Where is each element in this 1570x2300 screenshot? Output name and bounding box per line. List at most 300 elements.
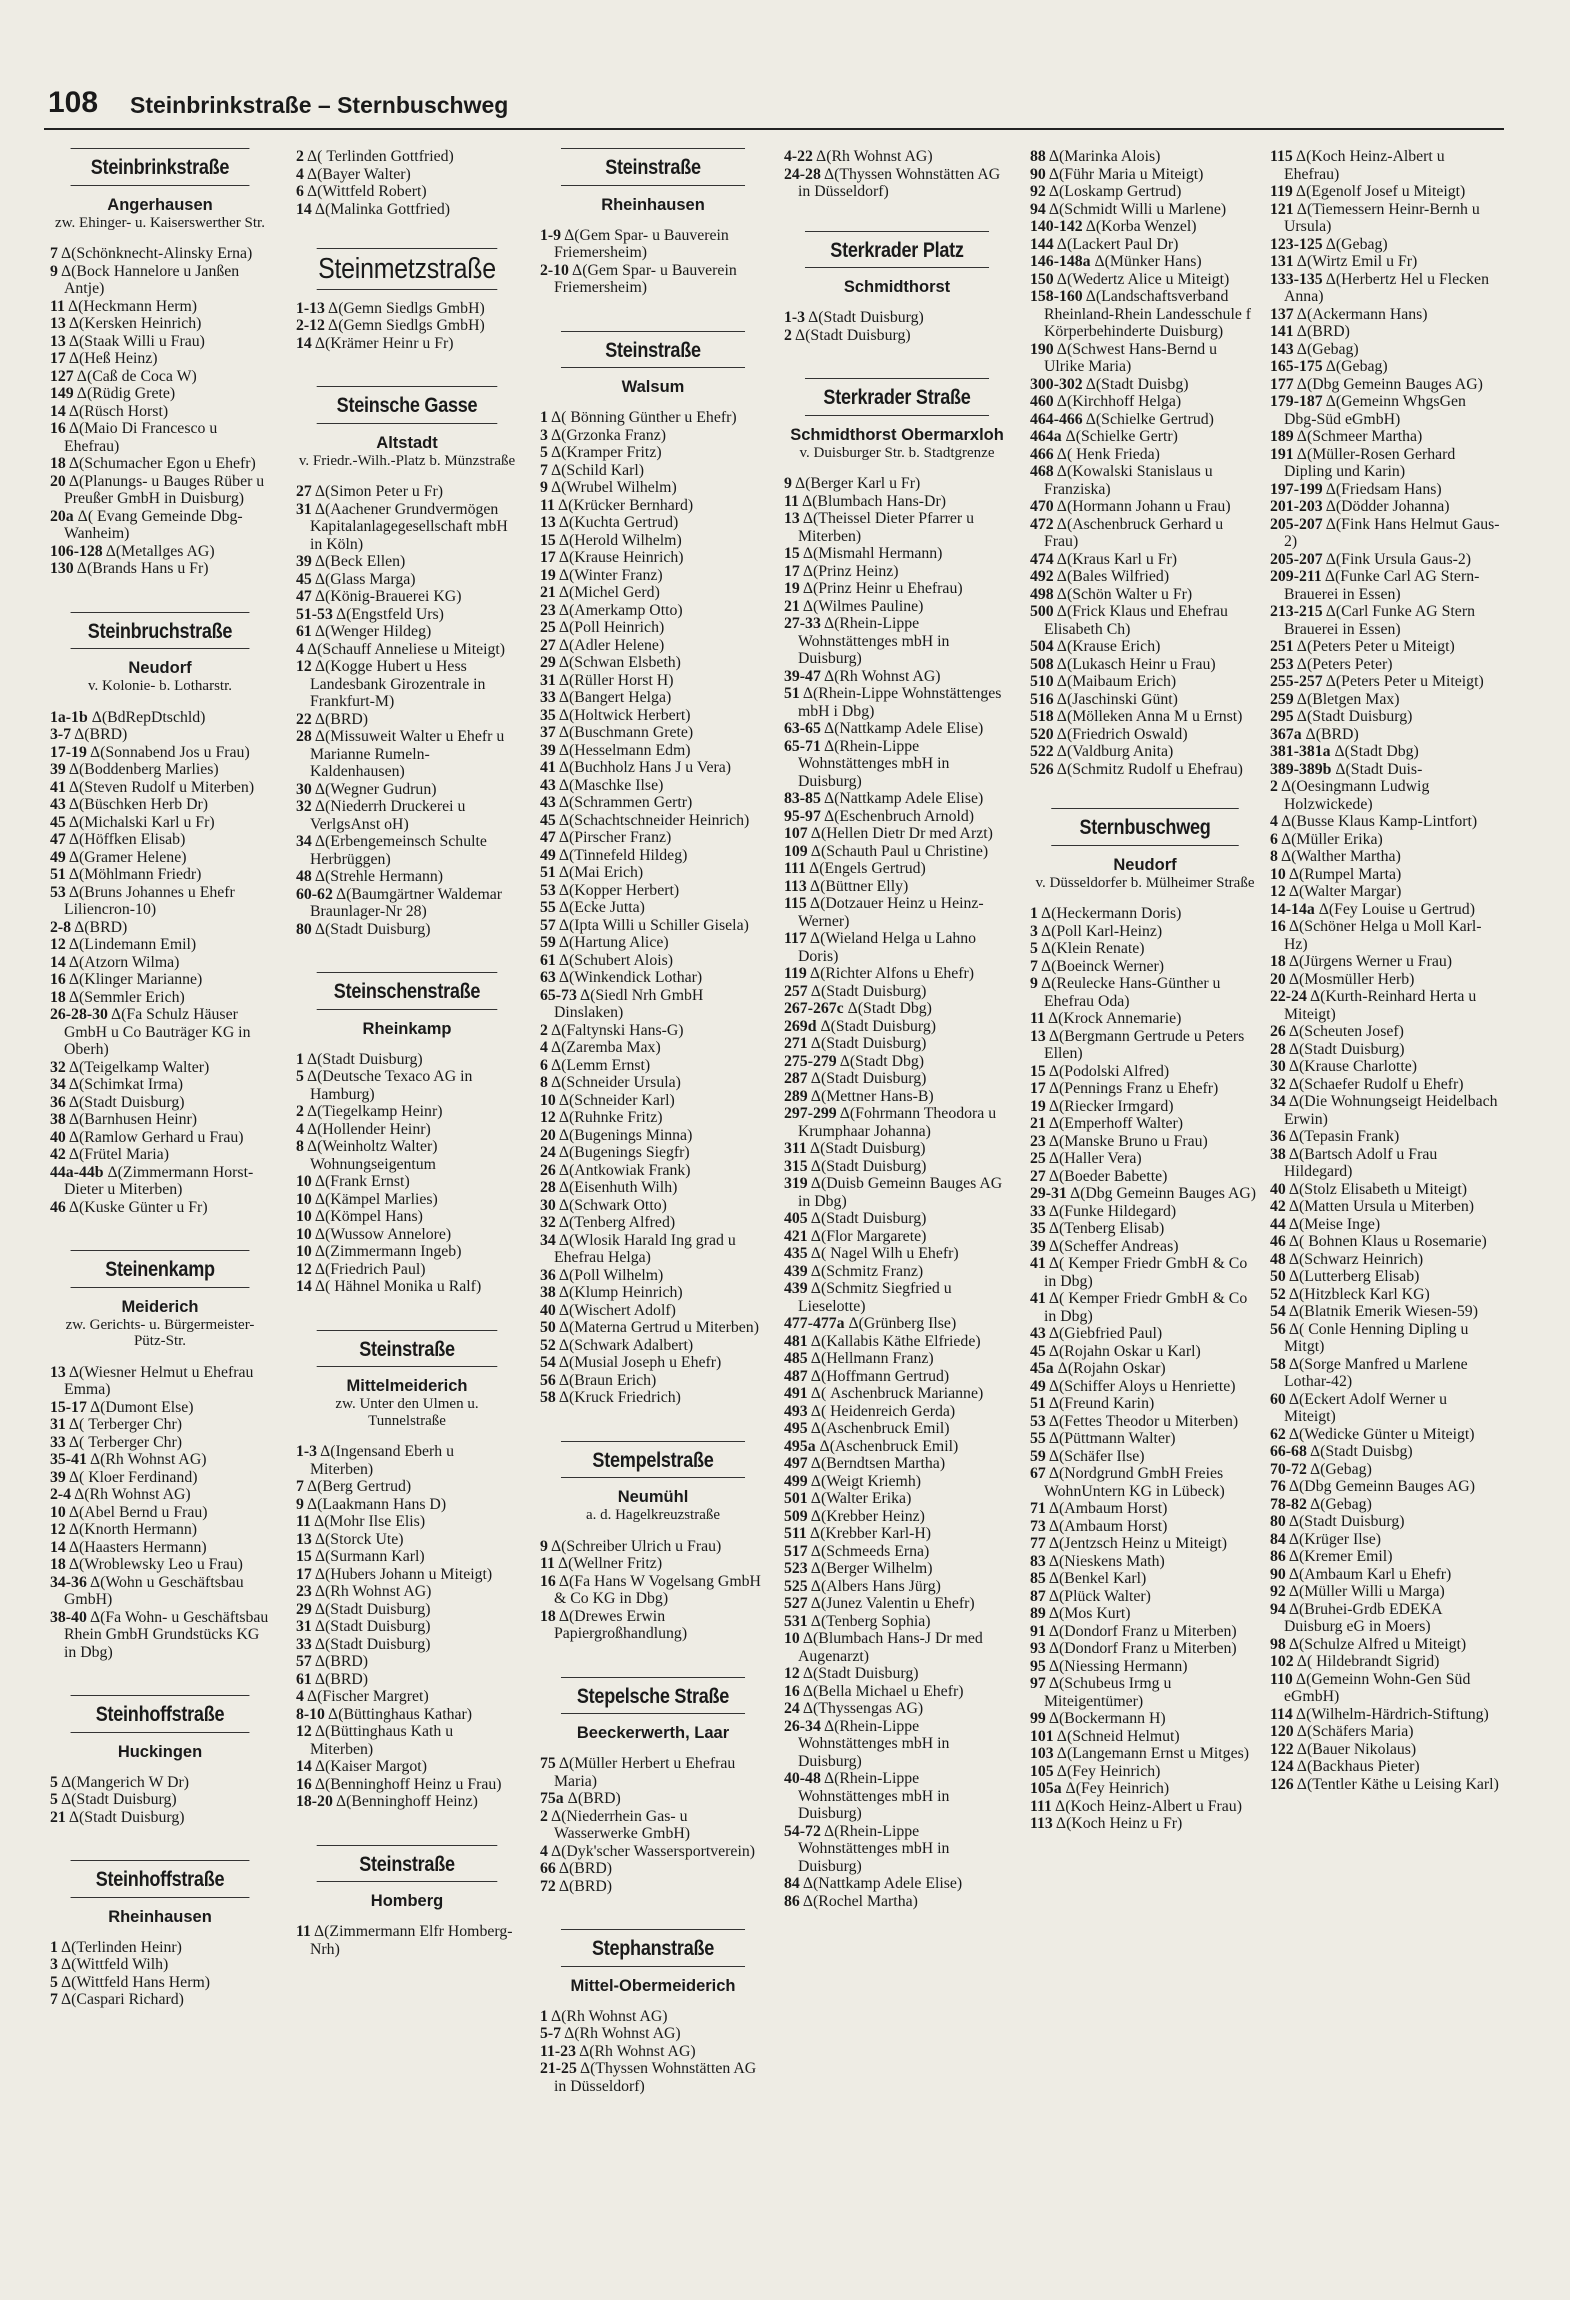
house-number: 40 <box>540 1301 556 1319</box>
owner-text: Δ(Gem Spar- u Bauverein Friemersheim) <box>554 261 737 296</box>
owner-text: Δ(Hesselmann Edm) <box>558 741 691 759</box>
owner-text: Δ(Heß Heinz) <box>68 350 158 367</box>
owner-text: Δ(Dbg Gemeinn Bauges AG) <box>1069 1185 1257 1202</box>
house-number: 32 <box>50 1058 66 1076</box>
owner-text: Δ(Aschenbruck Emil) <box>819 1437 959 1455</box>
house-number: 477-477a <box>784 1315 845 1332</box>
owner-text: Δ(Bella Michael u Ehefr) <box>802 1682 964 1700</box>
owner-text: Δ(Krebber Heinz) <box>810 1507 925 1525</box>
address-entry <box>1270 1181 1502 1199</box>
house-number: 16 <box>50 971 66 988</box>
owner-text: Δ(Schielke Gertr) <box>1065 428 1178 445</box>
address-entry <box>1270 1513 1502 1531</box>
house-number: 40-48 <box>784 1770 821 1787</box>
address-entry <box>50 1059 270 1077</box>
address-entry <box>540 2060 766 2095</box>
owner-text: Δ(Bruns Johannes u Ehefr Liliencron-10) <box>64 883 235 918</box>
owner-text: Δ(Mettner Hans-B) <box>810 1087 934 1105</box>
owner-text: Δ(Koch Heinz-Albert u Frau) <box>1055 1797 1242 1815</box>
address-entry <box>784 720 1010 738</box>
owner-text: Δ(Antkowiak Frank) <box>558 1161 691 1179</box>
house-number: 300-302 <box>1030 375 1083 393</box>
house-number: 26 <box>540 1161 556 1179</box>
owner-text: Δ(Funke Carl AG Stern-Brauerei in Essen) <box>1284 568 1480 603</box>
house-number: 39 <box>1030 1237 1046 1255</box>
house-number: 21-25 <box>540 2060 577 2077</box>
house-number: 7 <box>50 245 58 262</box>
address-entry <box>784 1105 1010 1140</box>
street-section <box>784 378 1010 1910</box>
address-entry <box>50 298 270 316</box>
address-entry <box>296 1103 518 1121</box>
house-number: 39 <box>50 1468 66 1486</box>
address-entry <box>540 1843 766 1861</box>
owner-text: Δ(Kuchta Gertrud) <box>558 514 679 531</box>
house-number: 491 <box>784 1385 808 1402</box>
address-entry <box>784 1175 1010 1210</box>
house-number: 72 <box>540 1877 556 1895</box>
owner-text: Δ(Poll Karl-Heinz) <box>1040 922 1163 940</box>
house-number: 1 <box>540 2007 548 2025</box>
owner-text: Δ(Plück Walter) <box>1048 1587 1151 1605</box>
street-name: Steinenkamp <box>71 1250 250 1288</box>
house-number: 197-199 <box>1270 480 1323 498</box>
address-entry <box>296 1548 518 1566</box>
street-section <box>50 148 270 578</box>
owner-text: Δ(Kruck Friedrich) <box>558 1389 681 1406</box>
house-number: 62 <box>1270 1425 1286 1443</box>
street-name: Steinschenstraße <box>317 972 498 1010</box>
house-number: 143 <box>1270 340 1294 358</box>
address-entry <box>784 1210 1010 1228</box>
address-entry <box>1270 1426 1502 1444</box>
house-number: 115 <box>784 895 807 912</box>
address-entry <box>50 333 270 351</box>
house-number: 25 <box>1030 1150 1046 1167</box>
address-entry <box>1270 971 1502 989</box>
owner-text: Δ(Nattkamp Adele Elise) <box>823 720 984 737</box>
house-number: 87 <box>1030 1587 1046 1605</box>
house-number: 65-71 <box>784 737 821 755</box>
house-number: 25 <box>540 619 556 636</box>
house-number: 21 <box>784 597 800 615</box>
owner-text: Δ( Hähnel Monika u Ralf) <box>314 1278 482 1295</box>
house-number: 29 <box>296 1600 312 1618</box>
address-entry <box>296 1278 518 1296</box>
address-entry <box>784 860 1010 878</box>
owner-text: Δ(Rhein-Lippe Wohnstättenges mbH in Duisburg) <box>798 1822 950 1875</box>
address-entry <box>540 637 766 655</box>
address-entry <box>1030 1203 1260 1221</box>
house-number: 16 <box>784 1682 800 1700</box>
address-entry <box>296 1793 518 1811</box>
owner-text: Δ(BRD) <box>74 726 128 743</box>
house-number: 22 <box>296 710 312 728</box>
house-number: 367a <box>1270 725 1302 743</box>
house-number: 23 <box>540 601 556 619</box>
house-number: 5 <box>50 1791 58 1808</box>
house-number: 191 <box>1270 445 1294 463</box>
address-entry <box>540 1538 766 1556</box>
owner-text: Δ(Eisenhuth Wilh) <box>558 1179 678 1196</box>
owner-text: Δ(Schulze Alfred u Miteigt) <box>1288 1635 1467 1653</box>
street-section <box>50 1250 270 1661</box>
owner-text: Δ(Niederrh Druckerei u VerlgsAnst oH) <box>310 798 466 833</box>
address-entry <box>540 584 766 602</box>
owner-text: Δ(Ecke Jutta) <box>558 899 645 916</box>
house-number: 44 <box>1270 1215 1286 1233</box>
house-number: 66 <box>540 1860 556 1877</box>
address-entry <box>296 588 518 606</box>
address-entry <box>296 658 518 711</box>
owner-text: Δ( Heidenreich Gerda) <box>810 1402 956 1420</box>
house-number: 95-97 <box>784 807 821 825</box>
district-name: Rheinhausen <box>601 195 705 214</box>
house-number: 510 <box>1030 673 1054 690</box>
house-number: 45 <box>540 811 556 829</box>
address-entry <box>296 1671 518 1689</box>
address-entry <box>1270 306 1502 324</box>
house-number: 84 <box>784 1875 800 1892</box>
house-number: 27 <box>296 483 312 500</box>
address-entry <box>1270 1671 1502 1706</box>
owner-text: Δ(Zimmermann Horst-Dieter u Miterben) <box>64 1163 254 1198</box>
house-number: 14-14a <box>1270 900 1315 918</box>
house-number: 39 <box>540 741 556 759</box>
house-number: 6 <box>1270 830 1278 848</box>
owner-text: Δ( Nagel Wilh u Ehefr) <box>810 1245 959 1262</box>
street-name: Steinbruchstraße <box>71 612 250 650</box>
owner-text: Δ(Schneider Karl) <box>558 1091 675 1109</box>
house-number: 31 <box>296 1618 312 1635</box>
address-entry <box>50 1574 270 1609</box>
house-number: 381-381a <box>1270 743 1331 760</box>
address-entry <box>1270 1583 1502 1601</box>
house-number: 516 <box>1030 690 1054 708</box>
address-entry <box>1270 516 1502 551</box>
address-entry <box>540 479 766 497</box>
address-entry <box>1270 253 1502 271</box>
owner-text: Δ(Grzonka Franz) <box>550 426 666 444</box>
district-name: Rheinkamp <box>362 1019 452 1038</box>
address-entry <box>540 2043 766 2061</box>
address-entry <box>784 1403 1010 1421</box>
owner-text: Δ(Tinnefeld Hildeg) <box>558 846 688 864</box>
address-entry <box>540 2008 766 2026</box>
owner-text: Δ(Dondorf Franz u Miterben) <box>1048 1622 1237 1640</box>
house-number: 2-12 <box>296 317 325 334</box>
owner-text: Δ(Führ Maria u Miteigt) <box>1048 165 1204 183</box>
house-number: 80 <box>1270 1513 1286 1530</box>
house-number: 21 <box>50 1808 66 1826</box>
house-number: 8 <box>540 1074 548 1091</box>
house-number: 107 <box>784 825 808 842</box>
house-number: 508 <box>1030 655 1054 673</box>
street-section <box>540 148 766 297</box>
address-entry <box>540 724 766 742</box>
owner-text: Δ(Boeder Babette) <box>1048 1167 1168 1185</box>
column-4 <box>784 148 1010 2268</box>
address-entry <box>540 262 766 297</box>
address-entry <box>784 510 1010 545</box>
house-number: 106-128 <box>50 542 103 560</box>
house-number: 499 <box>784 1472 808 1490</box>
address-entry <box>296 335 518 353</box>
house-number: 19 <box>1030 1097 1046 1115</box>
address-entry <box>784 493 1010 511</box>
house-number: 32 <box>1270 1075 1286 1093</box>
address-entry <box>1270 271 1502 306</box>
owner-text: Δ(Wohn u Geschäftsbau GmbH) <box>64 1573 244 1608</box>
owner-text: Δ(Rumpel Marta) <box>1288 865 1402 883</box>
street-name: Sterkrader Straße <box>805 378 989 416</box>
owner-text: Δ(Kallabis Käthe Elfriede) <box>810 1332 981 1350</box>
address-entry <box>1030 975 1260 1010</box>
house-number: 9 <box>1030 975 1038 992</box>
house-number: 269d <box>784 1017 817 1035</box>
house-number: 2 <box>296 1103 304 1120</box>
owner-text: Δ(Schiffer Aloys u Henriette) <box>1048 1377 1236 1395</box>
address-entry <box>1030 603 1260 638</box>
house-number: 83 <box>1030 1552 1046 1570</box>
house-number: 44a-44b <box>50 1163 104 1181</box>
address-entry <box>784 1455 1010 1473</box>
address-entry <box>296 1261 518 1279</box>
address-entry <box>296 781 518 799</box>
house-number: 86 <box>784 1892 800 1910</box>
continued-street-section <box>296 148 518 218</box>
owner-text: Δ(Püttmann Walter) <box>1048 1430 1176 1447</box>
address-entry <box>1030 1098 1260 1116</box>
column-5 <box>1030 148 1260 2268</box>
address-entry <box>1030 923 1260 941</box>
street-name: Steinmetzstraße <box>317 248 498 290</box>
house-number: 27 <box>1030 1167 1046 1185</box>
address-entry <box>1030 1465 1260 1500</box>
street-range-note: v. Friedr.-Wilh.-Platz b. Münzstraße <box>298 452 516 469</box>
house-number: 53 <box>50 883 66 901</box>
owner-text: Δ(Schäfer Ilse) <box>1048 1447 1145 1465</box>
owner-text: Δ(Rhein-Lippe Wohnstättenges mbH i Dbg) <box>798 685 1002 720</box>
street-section <box>296 386 518 938</box>
owner-text: Δ(Planungs- u Bauges Rüber u Preußer GmbH in Duisburg) <box>64 472 265 507</box>
address-entry <box>296 623 518 641</box>
house-number: 4 <box>296 1120 304 1138</box>
address-entry <box>1030 236 1260 254</box>
owner-text: Δ(Wiesner Helmut u Ehefrau Emma) <box>64 1363 254 1398</box>
owner-text: Δ(König-Brauerei KG) <box>314 588 462 605</box>
owner-text: Δ(Holtwick Herbert) <box>558 706 691 724</box>
house-number: 67 <box>1030 1465 1046 1482</box>
owner-text: Δ(Bugenings Siegfr) <box>558 1144 690 1161</box>
owner-text: Δ(Höffken Elisab) <box>68 831 186 848</box>
owner-text: Δ(Funke Hildegard) <box>1048 1202 1177 1220</box>
owner-text: Δ(Bock Hannelore u Janßen Antje) <box>60 262 240 297</box>
house-number: 213-215 <box>1270 603 1323 620</box>
house-number: 4-22 <box>784 148 813 165</box>
address-entry <box>784 475 1010 493</box>
house-number: 15 <box>540 531 556 549</box>
owner-text: Δ(Dödder Johanna) <box>1325 498 1450 515</box>
address-entry <box>784 148 1010 166</box>
house-number: 130 <box>50 560 74 577</box>
owner-text: Δ(Niederrhein Gas- u Wasserwerke GmbH) <box>550 1807 691 1842</box>
house-number: 20 <box>1270 970 1286 988</box>
address-entry <box>50 1486 270 1504</box>
owner-text: Δ(Fink Ursula Gaus-2) <box>1325 550 1472 568</box>
address-entry <box>784 685 1010 720</box>
column-6 <box>1270 148 1502 2268</box>
owner-text: Δ(Rojahn Oskar) <box>1057 1360 1166 1377</box>
owner-text: Δ(Schwan Elsbeth) <box>558 654 681 671</box>
owner-text: Δ(Drewes Erwin Papiergroßhandlung) <box>554 1607 688 1642</box>
house-number: 205-207 <box>1270 550 1323 568</box>
owner-text: Δ(Baumgärtner Waldemar Braunlager-Nr 28) <box>310 885 502 920</box>
house-number: 42 <box>50 1146 66 1163</box>
street-section <box>540 1441 766 1643</box>
address-entry <box>1270 1566 1502 1584</box>
house-number: 2 <box>1270 778 1278 795</box>
house-number: 58 <box>540 1389 556 1406</box>
owner-text: Δ(Stadt Duisburg) <box>802 1665 919 1682</box>
house-number: 189 <box>1270 428 1294 445</box>
house-number: 40 <box>50 1128 66 1146</box>
owner-text: Δ(Stolz Elisabeth u Miteigt) <box>1288 1180 1468 1198</box>
address-entry <box>296 1531 518 1549</box>
owner-text: Δ(Kogge Hubert u Hess Landesbank Girozentrale in Frankfurt-M) <box>310 658 486 710</box>
house-number: 137 <box>1270 305 1294 323</box>
owner-text: Δ(Müller Herbert u Ehefrau Maria) <box>554 1755 736 1790</box>
address-entry <box>296 1601 518 1619</box>
owner-text: Δ(Gemn Siedlgs GmbH) <box>328 317 485 334</box>
house-number: 123-125 <box>1270 235 1323 253</box>
owner-text: Δ(Stadt Duisburg) <box>808 309 924 326</box>
address-entry <box>50 1791 270 1809</box>
owner-text: Δ(BRD) <box>314 710 369 728</box>
address-entry <box>540 1337 766 1355</box>
house-number: 150 <box>1030 270 1054 288</box>
house-number: 315 <box>784 1157 808 1175</box>
house-number: 319 <box>784 1175 808 1192</box>
house-number: 190 <box>1030 340 1054 358</box>
house-number: 33 <box>1030 1202 1046 1220</box>
address-entry <box>50 1164 270 1199</box>
address-entry <box>1270 813 1502 831</box>
owner-text: Δ(Thyssen Wohnstätten AG in Düsseldorf) <box>798 165 1001 200</box>
owner-text: Δ(Staak Willi u Frau) <box>68 332 205 350</box>
address-entry <box>1030 393 1260 411</box>
house-number: 61 <box>540 951 556 969</box>
address-entry <box>1030 1325 1260 1343</box>
house-number: 90 <box>1270 1565 1286 1583</box>
address-entry <box>1270 498 1502 516</box>
address-entry <box>296 183 518 201</box>
address-entry <box>296 201 518 219</box>
house-number: 50 <box>540 1319 556 1336</box>
district-name: Neudorf <box>128 659 192 677</box>
owner-text: Δ(Musial Joseph u Ehefr) <box>558 1354 722 1371</box>
house-number: 9 <box>540 479 548 496</box>
owner-text: Δ(Rüller Horst H) <box>558 671 674 689</box>
owner-text: Δ(Walther Martha) <box>1280 848 1401 865</box>
address-entry <box>1270 743 1502 761</box>
owner-text: Δ(Manske Bruno u Frau) <box>1048 1132 1208 1150</box>
house-number: 271 <box>784 1035 808 1052</box>
house-number: 46 <box>50 1198 66 1216</box>
owner-text: Δ(Prinz Heinr u Ehefrau) <box>802 580 963 597</box>
owner-text: Δ(Semmler Erich) <box>68 988 185 1006</box>
house-number: 26-34 <box>784 1717 821 1735</box>
owner-text: Δ(Rojahn Oskar u Karl) <box>1048 1342 1201 1360</box>
address-entry <box>1270 761 1502 779</box>
house-number: 53 <box>1030 1412 1046 1430</box>
address-entry <box>1270 1531 1502 1549</box>
house-number: 71 <box>1030 1500 1046 1517</box>
address-entry <box>50 1939 270 1957</box>
house-number: 3 <box>540 426 548 444</box>
house-number: 10 <box>296 1173 312 1190</box>
street-section <box>540 1677 766 1896</box>
house-number: 165-175 <box>1270 358 1323 375</box>
owner-text: Δ(Stadt Duisburg) <box>810 1035 927 1052</box>
address-entry <box>50 849 270 867</box>
address-entry <box>296 148 518 166</box>
address-entry <box>1270 1093 1502 1128</box>
owner-text: Δ(Sorge Manfred u Marlene Lothar-42) <box>1284 1355 1468 1390</box>
house-number: 83-85 <box>784 790 821 807</box>
address-entry <box>50 779 270 797</box>
house-number: 1-3 <box>784 309 806 326</box>
address-entry <box>540 1022 766 1040</box>
owner-text: Δ(Flor Margarete) <box>810 1227 927 1245</box>
address-entry <box>50 1416 270 1434</box>
address-entry <box>1030 1658 1260 1676</box>
address-entry <box>296 798 518 833</box>
address-entry <box>1030 253 1260 271</box>
owner-text: Δ(Atzorn Wilma) <box>68 953 180 971</box>
house-number: 51-53 <box>296 605 333 623</box>
owner-text: Δ(Peters Peter) <box>1296 655 1393 673</box>
house-number: 13 <box>50 315 66 332</box>
address-entry <box>1030 673 1260 691</box>
owner-text: Δ(Fohrmann Theodora u Krumphaar Johanna) <box>798 1105 997 1140</box>
house-number: 54 <box>540 1354 556 1371</box>
owner-text: Δ(Stadt Duisburg) <box>820 1017 937 1035</box>
owner-text: Δ( Henk Frieda) <box>1056 445 1160 463</box>
address-entry <box>540 1127 766 1145</box>
owner-text: Δ(BRD) <box>558 1877 613 1895</box>
owner-text: Δ(Ruhnke Fritz) <box>558 1109 663 1126</box>
owner-text: Δ(Krause Charlotte) <box>1288 1058 1418 1075</box>
owner-text: Δ(Schmeeds Erna) <box>810 1542 930 1560</box>
address-entry <box>1270 376 1502 394</box>
house-number: 12 <box>1270 883 1286 900</box>
address-entry <box>784 545 1010 563</box>
owner-text: Δ(Lindemann Emil) <box>68 936 197 953</box>
street-name: Steinstraße <box>317 1330 498 1368</box>
house-number: 10 <box>296 1190 312 1208</box>
address-entry <box>784 1158 1010 1176</box>
address-entry <box>540 1354 766 1372</box>
house-number: 2 <box>296 148 304 165</box>
address-entry <box>784 1333 1010 1351</box>
owner-text: Δ(Wittfeld Wilh) <box>60 1956 169 1973</box>
house-number: 56 <box>1270 1320 1286 1338</box>
column-2 <box>296 148 518 2268</box>
owner-text: Δ(Wenger Hildeg) <box>314 623 432 640</box>
owner-text: Δ(Boeinck Werner) <box>1040 957 1165 975</box>
owner-text: Δ(Wegner Gudrun) <box>314 780 437 798</box>
